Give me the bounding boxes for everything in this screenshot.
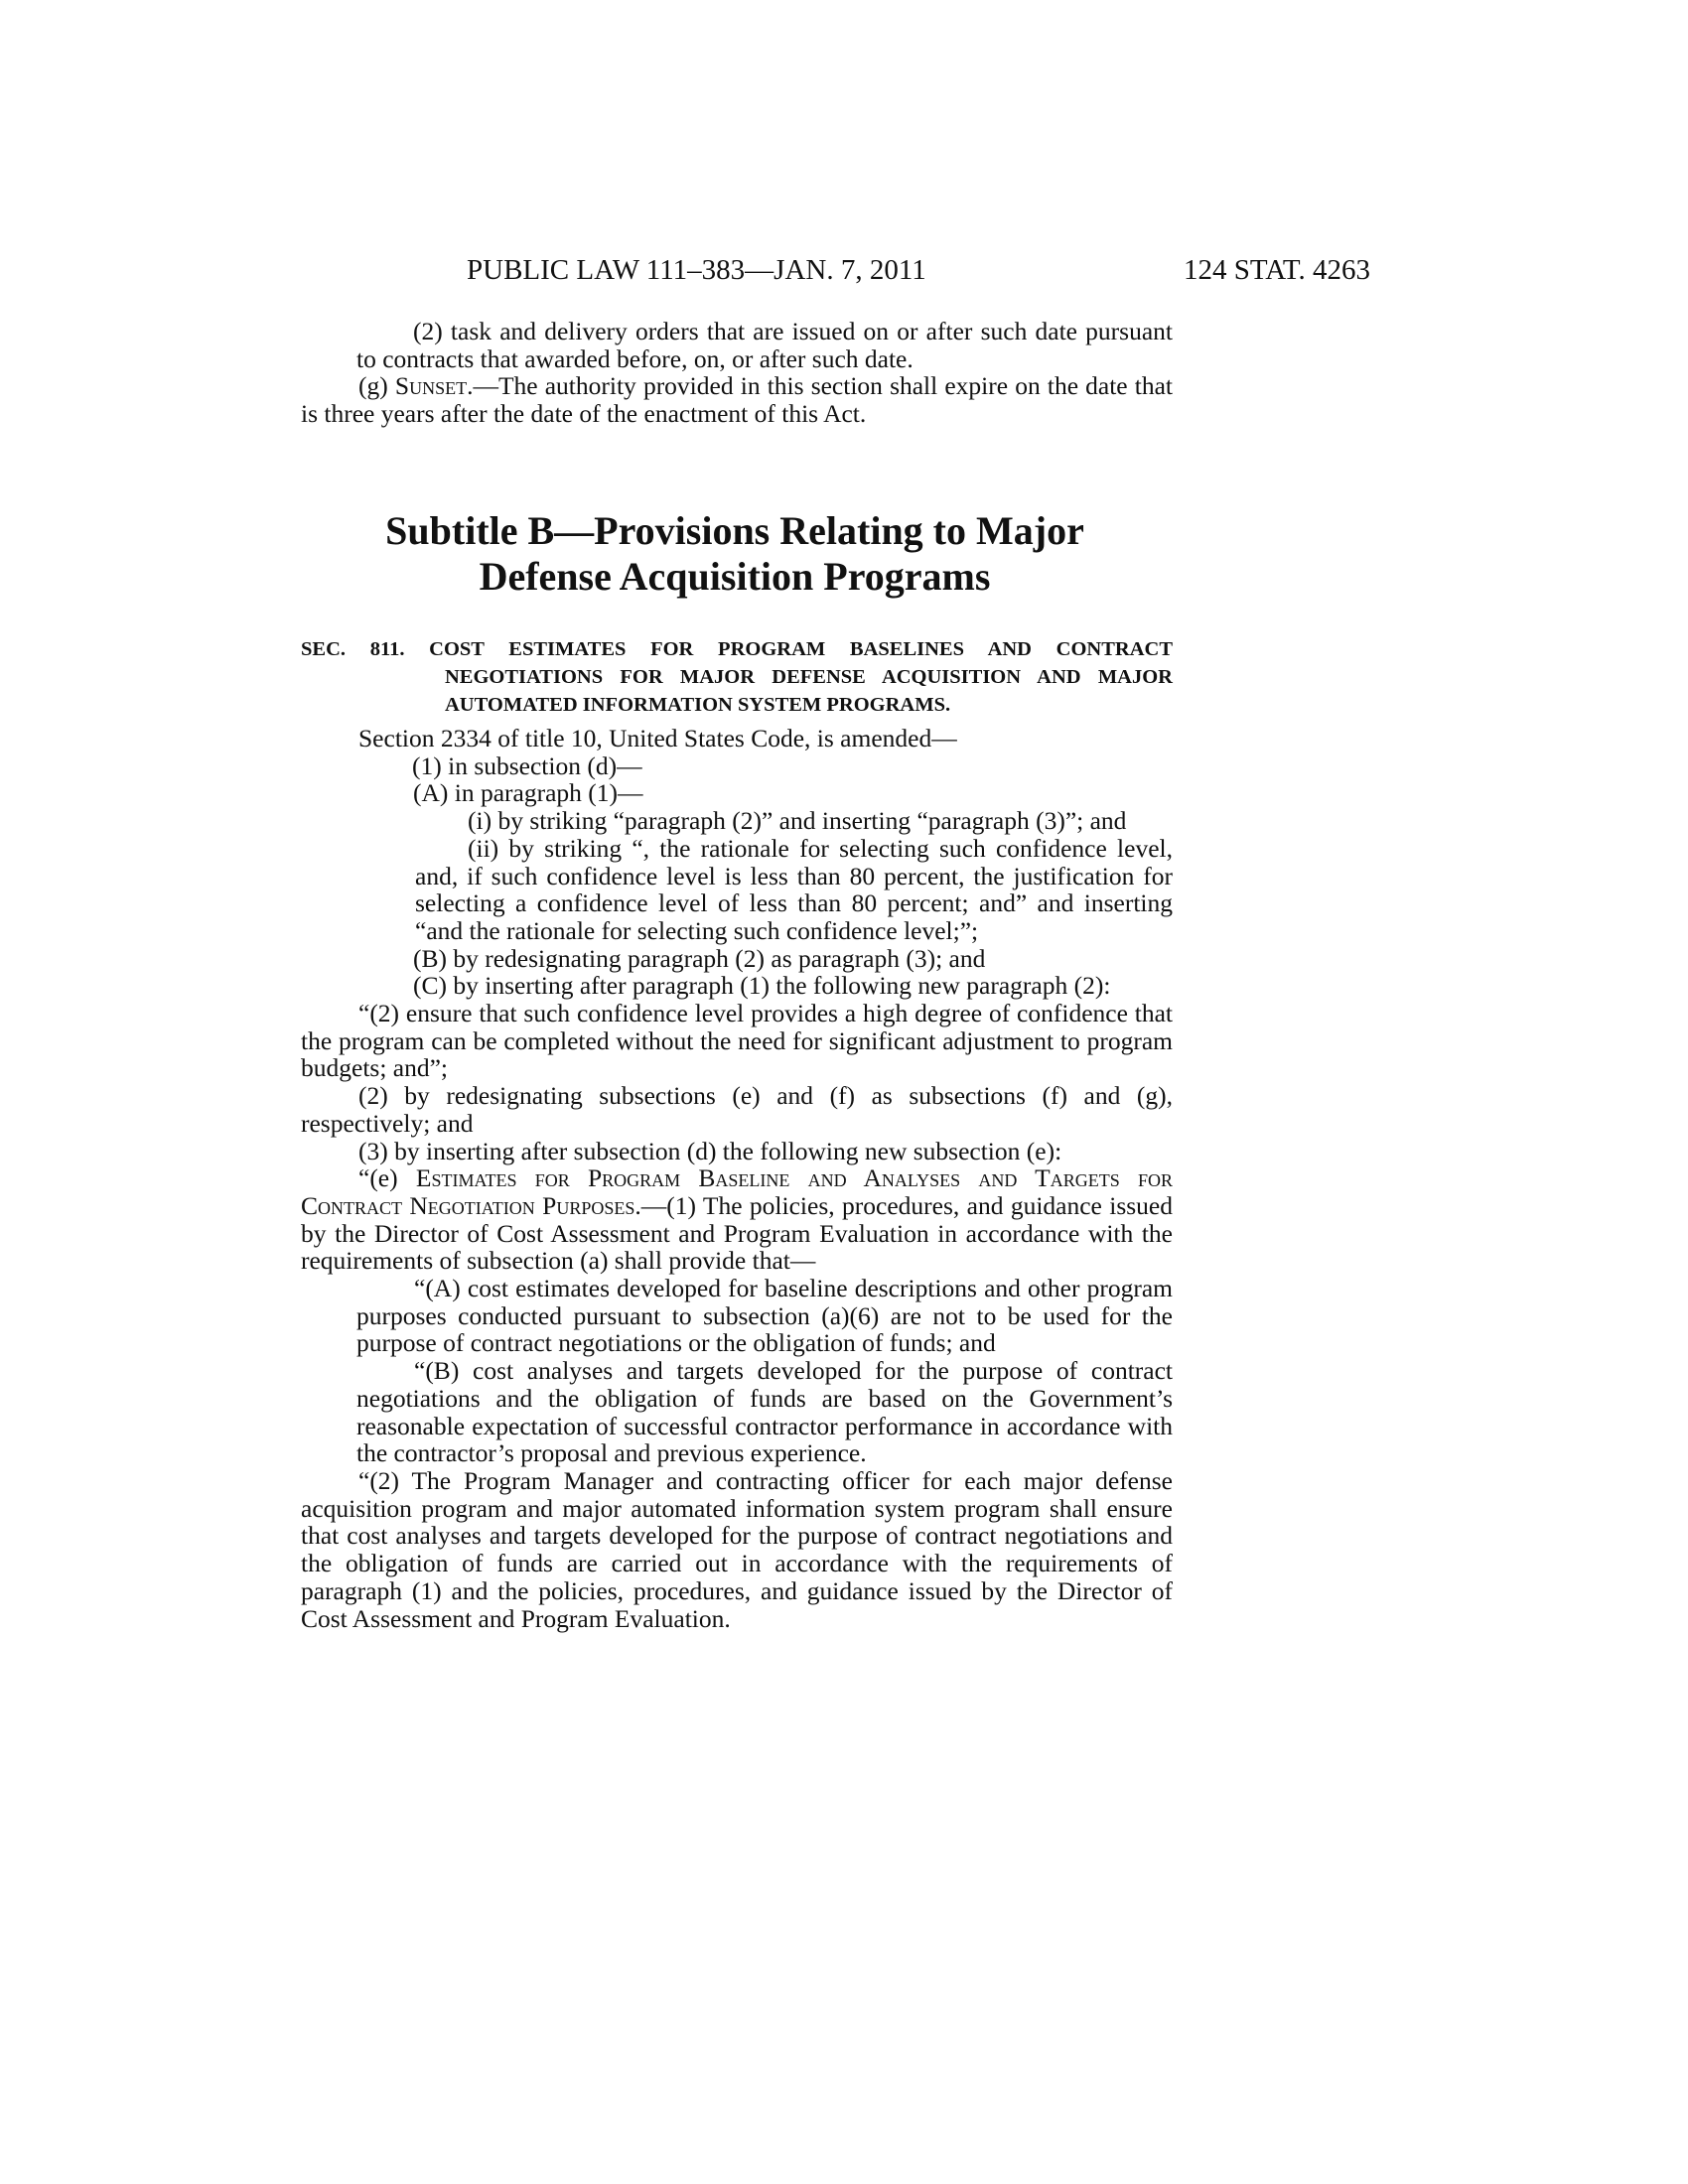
paragraph-sunset: (g) Sunset.—The authority provided in this section shall expire on the date that is three years after the date of the enactment of this Act. bbox=[301, 371, 1174, 429]
stat-citation: 124 STAT. 4263 bbox=[1183, 254, 1370, 286]
subsection-e-heading: Estimates for Program Baseline and Analyses and Targets for Contract Negotiation Purposes bbox=[301, 1163, 1174, 1220]
subsection-e-2: “(2) The Program Manager and contracting officer for each major defense acquisition program and major automated information system program shall ensure that cost analyses and targets developed for the purpose of contract negotiations and the obligation of funds are carried out in accordance with the requirements of paragraph (1) and the policies, procedures, and guidance issued by the Director of Cost Assessment and Program Evaluation. bbox=[301, 1465, 1173, 1633]
subsection-e-B: “(B) cost analyses and targets developed for the purpose of contract negotiations and the obligation of funds are based on the Government’s reasonable expectation of successful contractor performance in accordance with the contractor’s proposal and previous experience. bbox=[356, 1356, 1173, 1468]
paragraph-task-orders: (2) task and delivery orders that are issued on or after such date pursuant to contracts that awarded before, on, or after such date. bbox=[356, 317, 1173, 373]
subsection-e-A: “(A) cost estimates developed for baseline descriptions and other program purposes conducted pursuant to subsection (a)(6) are not to be used for the purpose of contract negotiations or the obligation of funds; and bbox=[356, 1274, 1173, 1358]
subsection-e: “(e) Estimates for Program Baseline and Analyses and Targets for Contract Negotiation Purposes.—(1) The policies, procedures, and guidance issued by the Director of Cost Assessment and Program Evaluation in accordance with the requirements of subsection (a) shall provide that— bbox=[301, 1163, 1174, 1276]
section-intro: Section 2334 of title 10, United States Code, is amended— bbox=[358, 724, 957, 752]
list-item-1Aii: (ii) by striking “, the rationale for selecting such confidence level, and, if such confidence level is less than 80 percent, the justification for selecting a confidence level of less than 80 percent; and” and inserting “and the rationale for selecting such confidence level;”; bbox=[415, 833, 1173, 945]
top-paragraphs bbox=[301, 318, 1173, 428]
section-body bbox=[301, 725, 1173, 1632]
section-heading: SEC. 811. COST ESTIMATES FOR PROGRAM BASELINES AND CONTRACT NEGOTIATIONS FOR MAJOR DEFENSE ACQUISITION AND MAJOR AUTOMATED INFORMATION SYSTEM PROGRAMS. bbox=[301, 638, 1173, 716]
list-item-3: (3) by inserting after subsection (d) the following new subsection (e): bbox=[358, 1136, 1062, 1165]
list-item-2: (2) by redesignating subsections (e) and (f) as subsections (f) and (g), respectively; and bbox=[301, 1081, 1173, 1138]
quoted-paragraph-2: “(2) ensure that such confidence level provides a high degree of confidence that the program can be completed without the need for significant adjustment to program budgets; and”; bbox=[301, 999, 1173, 1083]
sunset-heading: Sunset bbox=[394, 371, 468, 401]
running-head bbox=[298, 250, 1370, 290]
list-item-1B: (B) by redesignating paragraph (2) as paragraph (3); and bbox=[413, 943, 986, 973]
list-item-1C: (C) by inserting after paragraph (1) the following new paragraph (2): bbox=[413, 971, 1111, 1001]
running-title: PUBLIC LAW 111–383—JAN. 7, 2011 bbox=[467, 254, 926, 286]
list-item-1Ai: (i) by striking “paragraph (2)” and inserting “paragraph (3)”; and bbox=[468, 806, 1127, 836]
list-item-1A: (A) in paragraph (1)— bbox=[413, 778, 643, 808]
subtitle-heading: Subtitle B—Provisions Relating to Major Defense Acquisition Programs bbox=[385, 508, 1084, 599]
list-item-1: (1) in subsection (d)— bbox=[412, 751, 642, 780]
